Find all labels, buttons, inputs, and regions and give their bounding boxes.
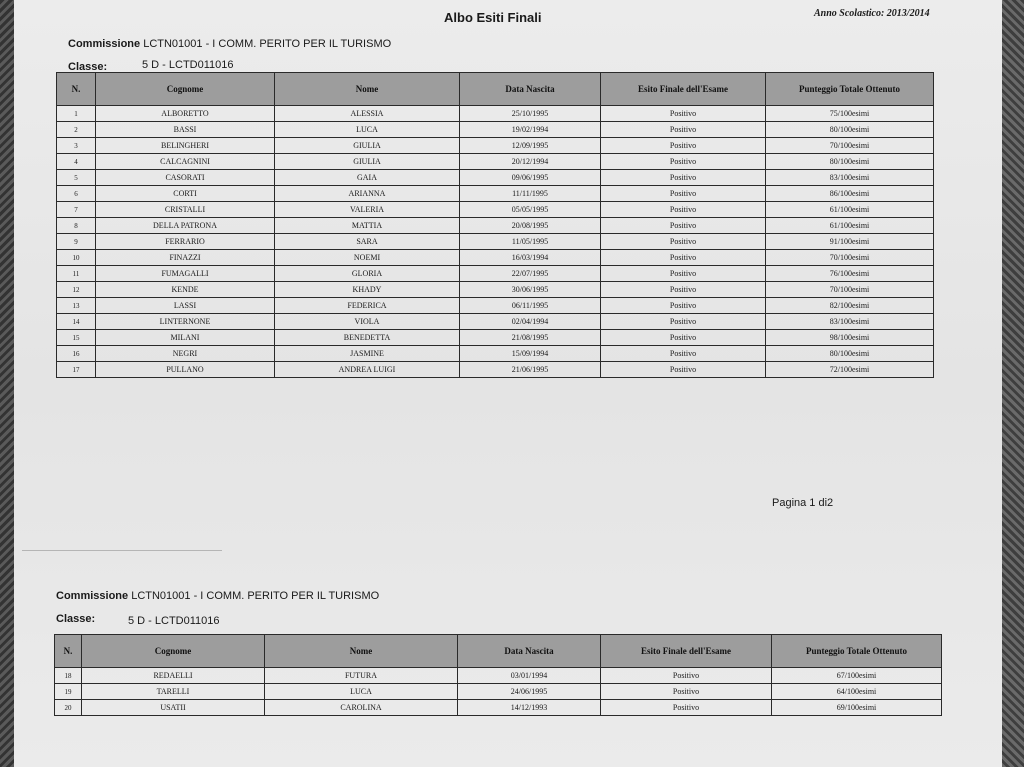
cell-nome: ALESSIA	[275, 106, 460, 122]
cell-cognome: TARELLI	[82, 684, 265, 700]
cell-esito: Positivo	[601, 218, 766, 234]
table-header-row	[57, 73, 934, 106]
cell-data: 09/06/1995	[460, 170, 601, 186]
cell-nome: ANDREA LUIGI	[275, 362, 460, 378]
cell-punteggio: 91/100esimi	[766, 234, 934, 250]
cell-punteggio: 80/100esimi	[766, 154, 934, 170]
cell-nome: FUTURA	[265, 668, 458, 684]
cell-n: 19	[55, 684, 82, 700]
cell-n: 12	[57, 282, 96, 298]
cell-data: 02/04/1994	[460, 314, 601, 330]
cell-data: 16/03/1994	[460, 250, 601, 266]
cell-n: 11	[57, 266, 96, 282]
cell-esito: Positivo	[601, 234, 766, 250]
cell-esito: Positivo	[601, 362, 766, 378]
cell-nome: VALERIA	[275, 202, 460, 218]
cell-cognome: BELINGHERI	[96, 138, 275, 154]
cell-n: 18	[55, 668, 82, 684]
table-row	[57, 138, 934, 154]
document-sheet	[14, 0, 1002, 767]
cell-n: 3	[57, 138, 96, 154]
cell-n: 16	[57, 346, 96, 362]
cell-cognome: LASSI	[96, 298, 275, 314]
cell-data: 21/08/1995	[460, 330, 601, 346]
cell-esito: Positivo	[601, 250, 766, 266]
cell-punteggio: 82/100esimi	[766, 298, 934, 314]
table-row	[57, 106, 934, 122]
cell-punteggio: 61/100esimi	[766, 218, 934, 234]
cell-punteggio: 70/100esimi	[766, 250, 934, 266]
cell-n: 14	[57, 314, 96, 330]
classe-value-1: 5 D - LCTD011016	[142, 59, 234, 71]
cell-punteggio: 70/100esimi	[766, 282, 934, 298]
col-header-data: Data Nascita	[458, 635, 601, 668]
cell-data: 06/11/1995	[460, 298, 601, 314]
cell-nome: CAROLINA	[265, 700, 458, 716]
commissione-value: LCTN01001 - I COMM. PERITO PER IL TURISMO	[143, 38, 392, 50]
cell-n: 1	[57, 106, 96, 122]
page-number: Pagina 1 di2	[772, 497, 834, 509]
col-header-cognome: Cognome	[82, 635, 265, 668]
cell-n: 5	[57, 170, 96, 186]
cell-punteggio: 72/100esimi	[766, 362, 934, 378]
cell-data: 11/11/1995	[460, 186, 601, 202]
cell-cognome: CORTI	[96, 186, 275, 202]
commissione-label: Commissione	[68, 38, 141, 50]
cell-esito: Positivo	[601, 684, 772, 700]
table-row	[57, 330, 934, 346]
col-header-n: N.	[57, 73, 96, 106]
col-header-esito: Esito Finale dell'Esame	[601, 73, 766, 106]
table-row	[57, 282, 934, 298]
table-header-row	[55, 635, 942, 668]
cell-data: 05/05/1995	[460, 202, 601, 218]
cell-data: 03/01/1994	[458, 668, 601, 684]
table-row	[57, 170, 934, 186]
col-header-data: Data Nascita	[460, 73, 601, 106]
cell-nome: NOEMI	[275, 250, 460, 266]
cell-data: 15/09/1994	[460, 346, 601, 362]
cell-punteggio: 83/100esimi	[766, 170, 934, 186]
table-row	[57, 250, 934, 266]
table-row	[57, 122, 934, 138]
cell-esito: Positivo	[601, 298, 766, 314]
cell-cognome: USATII	[82, 700, 265, 716]
col-header-esito: Esito Finale dell'Esame	[601, 635, 772, 668]
cell-nome: LUCA	[265, 684, 458, 700]
page-divider	[22, 550, 222, 551]
col-header-nome: Nome	[275, 73, 460, 106]
results-table-page1	[56, 72, 934, 378]
cell-esito: Positivo	[601, 314, 766, 330]
cell-esito: Positivo	[601, 122, 766, 138]
cell-data: 25/10/1995	[460, 106, 601, 122]
commissione-label: Commissione	[56, 590, 129, 602]
cell-cognome: REDAELLI	[82, 668, 265, 684]
cell-cognome: ALBORETTO	[96, 106, 275, 122]
cell-punteggio: 75/100esimi	[766, 106, 934, 122]
cell-cognome: BASSI	[96, 122, 275, 138]
cell-nome: BENEDETTA	[275, 330, 460, 346]
cell-n: 4	[57, 154, 96, 170]
cell-data: 24/06/1995	[458, 684, 601, 700]
cell-cognome: FERRARIO	[96, 234, 275, 250]
cell-punteggio: 80/100esimi	[766, 346, 934, 362]
cell-esito: Positivo	[601, 154, 766, 170]
cell-nome: GIULIA	[275, 138, 460, 154]
cell-esito: Positivo	[601, 330, 766, 346]
cell-data: 30/06/1995	[460, 282, 601, 298]
cell-data: 20/08/1995	[460, 218, 601, 234]
table-row	[55, 700, 942, 716]
cell-n: 7	[57, 202, 96, 218]
cell-n: 9	[57, 234, 96, 250]
cell-cognome: CALCAGNINI	[96, 154, 275, 170]
background-surface-left	[0, 0, 14, 767]
col-header-punteggio: Punteggio Totale Ottenuto	[772, 635, 942, 668]
table-row	[57, 202, 934, 218]
commissione-line-2	[56, 590, 379, 602]
cell-data: 11/05/1995	[460, 234, 601, 250]
cell-cognome: CASORATI	[96, 170, 275, 186]
cell-nome: VIOLA	[275, 314, 460, 330]
table-row	[55, 668, 942, 684]
cell-nome: GLORIA	[275, 266, 460, 282]
cell-esito: Positivo	[601, 700, 772, 716]
cell-punteggio: 64/100esimi	[772, 684, 942, 700]
cell-punteggio: 70/100esimi	[766, 138, 934, 154]
table-row	[57, 362, 934, 378]
cell-esito: Positivo	[601, 668, 772, 684]
anno-scolastico: Anno Scolastico: 2013/2014	[814, 8, 930, 19]
cell-esito: Positivo	[601, 170, 766, 186]
cell-esito: Positivo	[601, 346, 766, 362]
cell-n: 10	[57, 250, 96, 266]
table-row	[55, 684, 942, 700]
document-title: Albo Esiti Finali	[444, 10, 542, 25]
cell-n: 6	[57, 186, 96, 202]
cell-cognome: LINTERNONE	[96, 314, 275, 330]
cell-punteggio: 61/100esimi	[766, 202, 934, 218]
cell-cognome: PULLANO	[96, 362, 275, 378]
cell-nome: JASMINE	[275, 346, 460, 362]
cell-nome: MATTIA	[275, 218, 460, 234]
cell-nome: KHADY	[275, 282, 460, 298]
cell-esito: Positivo	[601, 106, 766, 122]
cell-cognome: FUMAGALLI	[96, 266, 275, 282]
col-header-nome: Nome	[265, 635, 458, 668]
table-row	[57, 154, 934, 170]
background-surface-right	[1002, 0, 1024, 767]
cell-n: 8	[57, 218, 96, 234]
cell-nome: GIULIA	[275, 154, 460, 170]
cell-cognome: MILANI	[96, 330, 275, 346]
classe-label-1: Classe:	[68, 61, 108, 73]
cell-n: 2	[57, 122, 96, 138]
cell-esito: Positivo	[601, 266, 766, 282]
cell-cognome: NEGRI	[96, 346, 275, 362]
commissione-value: LCTN01001 - I COMM. PERITO PER IL TURISMO	[131, 590, 380, 602]
cell-punteggio: 86/100esimi	[766, 186, 934, 202]
cell-cognome: KENDE	[96, 282, 275, 298]
col-header-punteggio: Punteggio Totale Ottenuto	[766, 73, 934, 106]
cell-punteggio: 76/100esimi	[766, 266, 934, 282]
cell-data: 21/06/1995	[460, 362, 601, 378]
commissione-line-1	[68, 38, 391, 50]
classe-value-2: 5 D - LCTD011016	[128, 615, 220, 627]
cell-cognome: CRISTALLI	[96, 202, 275, 218]
cell-esito: Positivo	[601, 186, 766, 202]
cell-data: 22/07/1995	[460, 266, 601, 282]
cell-data: 14/12/1993	[458, 700, 601, 716]
cell-punteggio: 69/100esimi	[772, 700, 942, 716]
cell-nome: FEDERICA	[275, 298, 460, 314]
col-header-cognome: Cognome	[96, 73, 275, 106]
cell-nome: ARIANNA	[275, 186, 460, 202]
table-row	[57, 266, 934, 282]
cell-nome: LUCA	[275, 122, 460, 138]
col-header-n: N.	[55, 635, 82, 668]
cell-esito: Positivo	[601, 138, 766, 154]
cell-data: 20/12/1994	[460, 154, 601, 170]
cell-esito: Positivo	[601, 282, 766, 298]
table-row	[57, 346, 934, 362]
cell-n: 13	[57, 298, 96, 314]
table-row	[57, 186, 934, 202]
cell-n: 20	[55, 700, 82, 716]
cell-n: 17	[57, 362, 96, 378]
cell-punteggio: 80/100esimi	[766, 122, 934, 138]
table-row	[57, 218, 934, 234]
cell-n: 15	[57, 330, 96, 346]
table-row	[57, 234, 934, 250]
results-table-page2	[54, 634, 942, 716]
cell-cognome: DELLA PATRONA	[96, 218, 275, 234]
cell-nome: SARA	[275, 234, 460, 250]
table-row	[57, 298, 934, 314]
table-row	[57, 314, 934, 330]
cell-nome: GAIA	[275, 170, 460, 186]
cell-punteggio: 98/100esimi	[766, 330, 934, 346]
classe-label-2: Classe:	[56, 613, 96, 625]
cell-esito: Positivo	[601, 202, 766, 218]
cell-punteggio: 83/100esimi	[766, 314, 934, 330]
cell-cognome: FINAZZI	[96, 250, 275, 266]
cell-data: 12/09/1995	[460, 138, 601, 154]
cell-punteggio: 67/100esimi	[772, 668, 942, 684]
cell-data: 19/02/1994	[460, 122, 601, 138]
